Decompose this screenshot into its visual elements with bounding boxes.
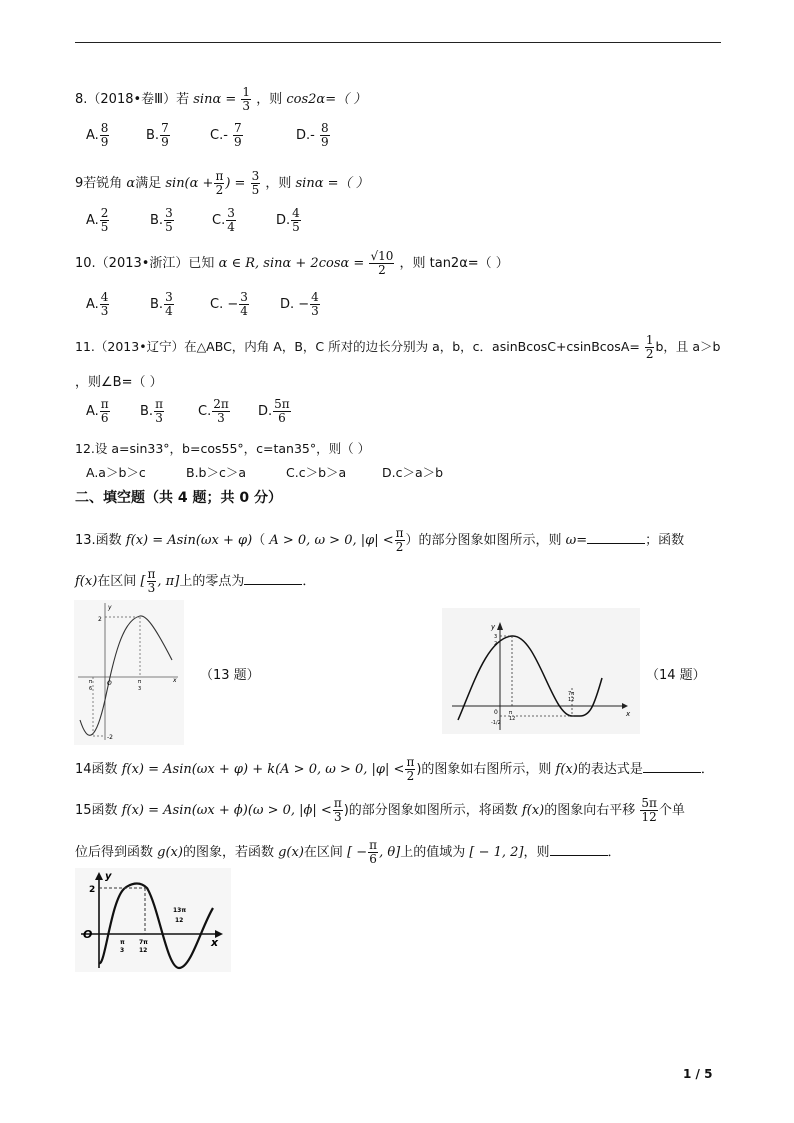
question-11-option-c[interactable]: C. $\frac{2\pi}{3}$ [198,397,229,425]
question-8-option-a[interactable]: A. $\frac{8}{9}$ [86,121,109,149]
question-11-stem-line2: ，则∠B=（ ） [75,375,163,390]
question-11-option-b[interactable]: B. $\frac{\pi}{3}$ [140,397,163,425]
caption-q14: （14 题） [646,668,706,683]
question-9-option-d[interactable]: D. $\frac{4}{5}$ [276,206,300,234]
page-number: 1 / 5 [683,1067,713,1081]
label-t2-num: 7π [139,939,148,946]
question-8-option-d[interactable]: D.- $\frac{8}{9}$ [296,121,329,149]
graph-q13 [74,600,184,745]
label-x: x [626,710,631,718]
answer-blank-expression[interactable] [643,760,701,773]
question-9-stem: 9若锐角 α满足 sin(α + $\frac{\pi}{2}$ ) = $\frac{3}{5}$ ，则 sinα =（ ） [75,169,369,197]
question-11-option-d[interactable]: D. $\frac{5\pi}{6}$ [258,397,290,425]
question-8-stem: 8.（2018•卷Ⅲ）若 sinα = $\frac{1}{3}$ ，则 cos2α=（ ） [75,85,367,113]
label-y-min: -2 [107,734,113,741]
label-t3-num: 13π [173,907,187,914]
header-rule [75,42,721,43]
question-9-option-c[interactable]: C. $\frac{3}{4}$ [212,206,235,234]
question-10-option-d[interactable]: D. − $\frac{4}{3}$ [280,290,319,318]
label-t3-den: 12 [175,917,184,924]
label-origin: O [107,680,112,687]
question-9-option-b[interactable]: B. $\frac{3}{5}$ [150,206,173,234]
label-t1-num: π [120,939,125,946]
answer-blank-omega[interactable] [587,531,645,544]
label-x-neg-num: π [89,679,93,685]
label-x: x [211,936,219,949]
question-15-line2: 位后得到函数 g(x)的图象，若函数 g(x)在区间 [ − $\frac{\pi}{6}$ , θ]上的值域为 [ − 1, 2]，则 ． [75,838,621,866]
label-x-neg-den: 6 [89,686,93,692]
question-12-option-a[interactable]: A.a＞b＞c [86,465,146,480]
graph-q15 [75,868,231,972]
question-9-option-a[interactable]: A. $\frac{2}{5}$ [86,206,109,234]
label-y-bottom: -1/2 [491,720,501,726]
label-y: y [108,604,112,611]
question-12-option-c[interactable]: C.c＞b＞a [286,465,347,480]
question-14-stem: 14函数 f(x) = Asin(ωx + φ) + k(A > 0, ω > 0, |φ| < $\frac{\pi}{2}$ )的图象如右图所示，则 f(x)的表达式是 ． [75,755,714,783]
question-13-stem: 13.函数 f(x) = Asin(ωx + φ)（ A > 0, ω > 0, |φ| < $\frac{\pi}{2}$ ）的部分图象如图所示，则 ω= ；函数 [75,526,685,554]
label-y-top-den: 2 [494,641,498,647]
label-x-tick-num: π [509,710,513,716]
label-y: y [105,871,112,882]
label-y: y [491,623,496,631]
label-y-top-num: 3 [494,634,498,640]
question-12-option-d[interactable]: D.c＞a＞b [382,465,444,480]
label-x-right-den: 12 [568,697,575,703]
question-10-stem: 10.（2013•浙江）已知 α ∈ R, sinα + 2cosα = $\frac{√10}{2}$ ，则 tan2α=（ ） [75,249,509,277]
caption-q13: （13 题） [200,668,260,683]
question-10-option-c[interactable]: C. − $\frac{3}{4}$ [210,290,248,318]
section-heading: 二、填空题（共 4 题；共 0 分） [75,490,282,506]
label-origin: O [83,928,93,941]
answer-blank-theta[interactable] [550,843,608,856]
label-y-max: 2 [89,885,96,895]
label-x-right-num: 7π [568,691,575,697]
label-t2-den: 12 [139,947,148,954]
question-12-stem: 12.设 a=sin33°，b=cos55°，c=tan35°，则（ ） [75,441,371,456]
question-13-line2: f(x)在区间 [ $\frac{\pi}{3}$ , π]上的零点为 ． [75,567,316,595]
question-8-option-b[interactable]: B. $\frac{7}{9}$ [146,121,169,149]
answer-blank-zero[interactable] [244,572,302,585]
label-x-pos-den: 3 [138,686,142,692]
label-origin: 0 [494,709,498,716]
graph-q14 [442,608,640,734]
label-y-max: 2 [98,616,102,623]
label-t1-den: 3 [120,947,125,954]
question-15-stem: 15函数 f(x) = Asin(ωx + ϕ)(ω > 0, |ϕ| < $\frac{\pi}{3}$ )的部分图象如图所示，将函数 f(x)的图象向右平移 $\frac{5\pi}{12}$ 个单 [75,796,685,824]
question-8-option-c[interactable]: C.- $\frac{7}{9}$ [210,121,242,149]
question-10-option-b[interactable]: B. $\frac{3}{4}$ [150,290,173,318]
label-x: x [173,677,177,684]
label-x-tick-den: 12 [509,716,516,722]
label-x-pos-num: π [138,679,142,685]
question-10-option-a[interactable]: A. $\frac{4}{3}$ [86,290,109,318]
question-11-option-a[interactable]: A. $\frac{\pi}{6}$ [86,397,109,425]
question-12-option-b[interactable]: B.b＞c＞a [186,465,247,480]
question-11-stem: 11.（2013•辽宁）在△ABC，内角 A，B，C 所对的边长分别为 a，b，c．asinBcosC+csinBcosA= $\frac{1}{2}$ b，且 a＞b [75,333,721,361]
